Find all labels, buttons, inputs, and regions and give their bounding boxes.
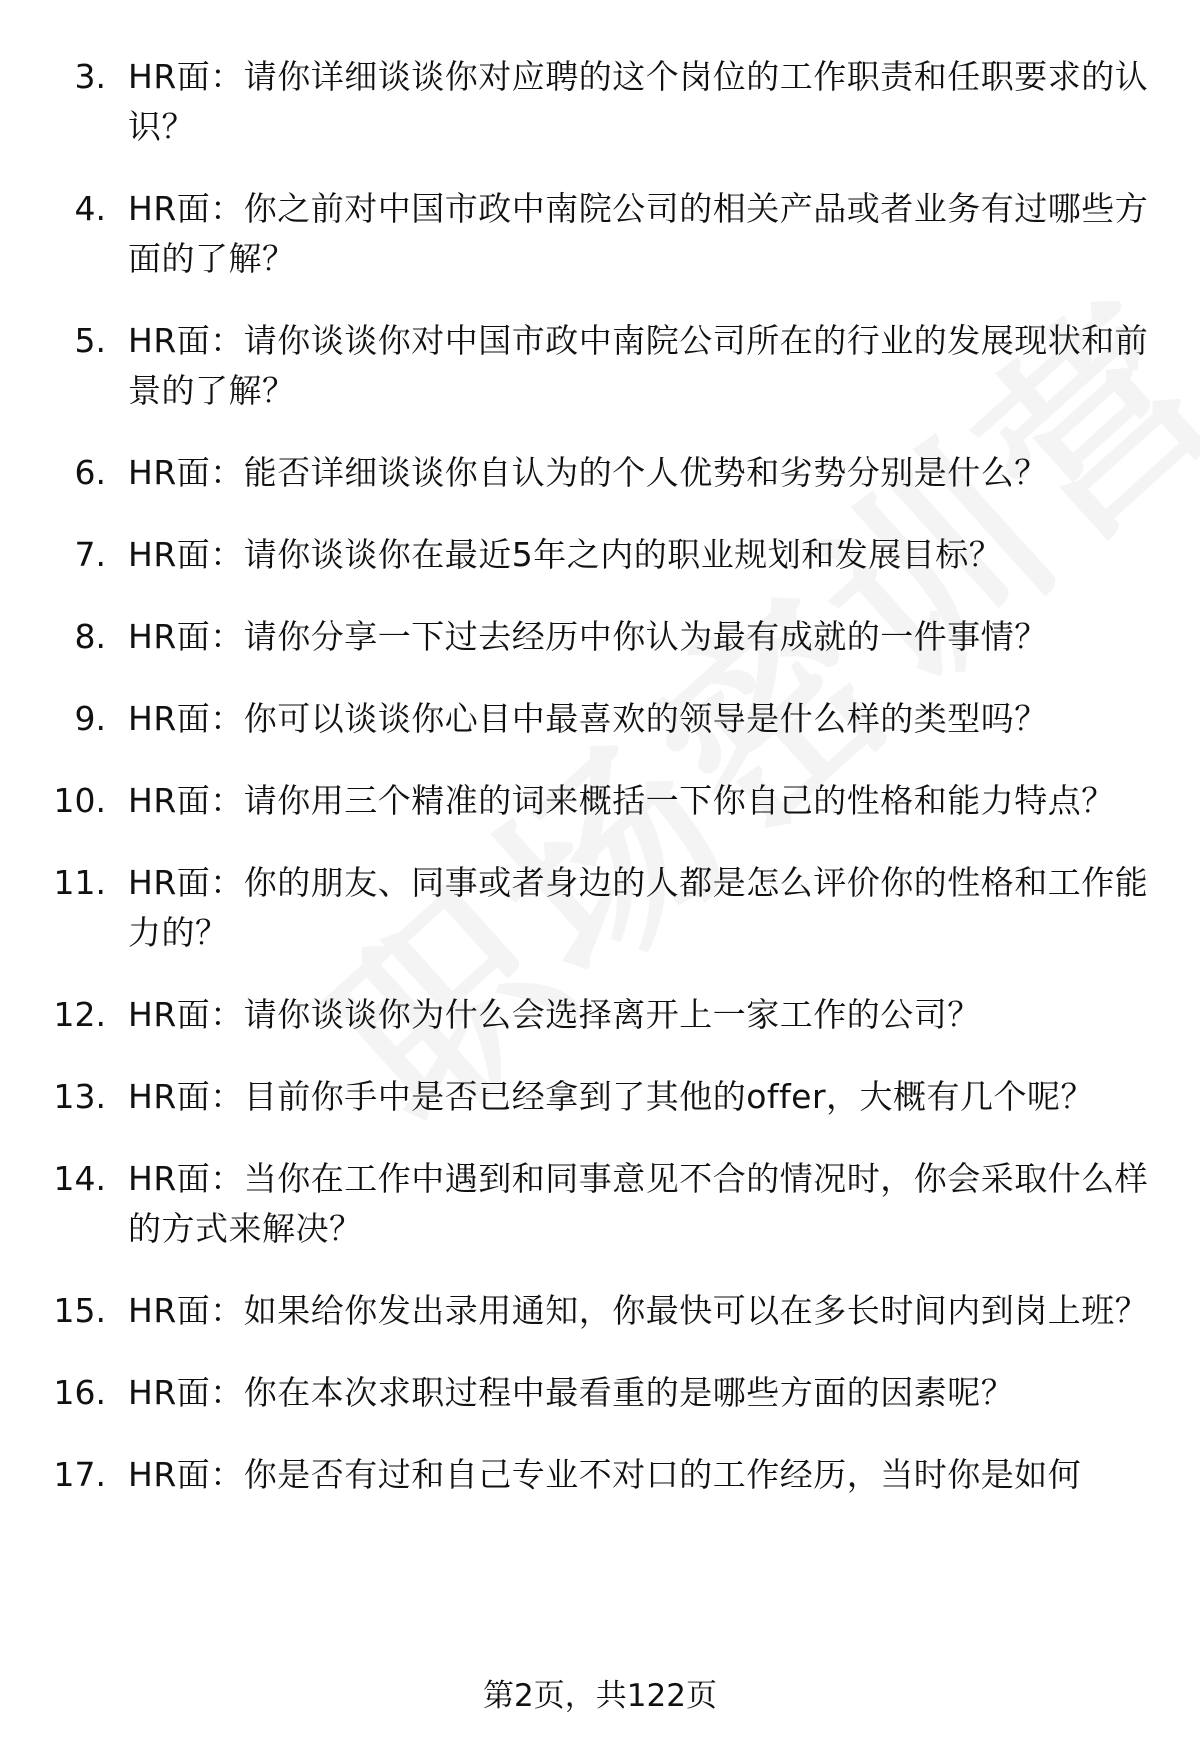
question-text: HR面：请你用三个精准的词来概括一下你自己的性格和能力特点？ xyxy=(128,781,1115,820)
question-text: HR面：你的朋友、同事或者身边的人都是怎么评价你的性格和工作能力的？ xyxy=(128,863,1149,952)
question-item xyxy=(0,858,1200,958)
question-number: 9. xyxy=(74,699,106,738)
question-number: 3. xyxy=(74,57,106,96)
question-text: HR面：如果给你发出录用通知，你最快可以在多长时间内到岗上班？ xyxy=(128,1291,1149,1330)
question-number: 12. xyxy=(53,995,106,1034)
question-item xyxy=(0,776,1200,826)
page-footer: 第2页，共122页 xyxy=(483,1678,717,1714)
question-text: HR面：你之前对中国市政中南院公司的相关产品或者业务有过哪些方面的了解？ xyxy=(128,189,1149,278)
question-text: HR面：目前你手中是否已经拿到了其他的offer，大概有几个呢？ xyxy=(128,1077,1095,1116)
question-item xyxy=(0,52,1200,152)
question-number: 11. xyxy=(53,863,106,902)
question-text: HR面：你在本次求职过程中最看重的是哪些方面的因素呢？ xyxy=(128,1373,1015,1412)
question-number: 15. xyxy=(53,1291,106,1330)
question-text: HR面：能否详细谈谈你自认为的个人优势和劣势分别是什么？ xyxy=(128,453,1048,492)
question-item xyxy=(0,990,1200,1040)
question-number: 14. xyxy=(53,1159,106,1198)
question-item xyxy=(0,694,1200,744)
question-item xyxy=(0,1154,1200,1254)
question-item xyxy=(0,1072,1200,1122)
question-text: HR面：请你谈谈你在最近5年之内的职业规划和发展目标？ xyxy=(128,535,1003,574)
question-item xyxy=(0,1450,1200,1500)
question-number: 10. xyxy=(53,781,106,820)
question-item xyxy=(0,1368,1200,1418)
question-item xyxy=(0,448,1200,498)
question-item xyxy=(0,530,1200,580)
question-item xyxy=(0,1286,1200,1336)
question-list xyxy=(0,52,1200,1532)
question-text: HR面：请你谈谈你对中国市政中南院公司所在的行业的发展现状和前景的了解？ xyxy=(128,321,1149,410)
question-text: HR面：请你分享一下过去经历中你认为最有成就的一件事情？ xyxy=(128,617,1048,656)
question-number: 4. xyxy=(74,189,106,228)
question-item xyxy=(0,612,1200,662)
question-text: HR面：请你谈谈你为什么会选择离开上一家工作的公司？ xyxy=(128,995,981,1034)
question-text: HR面：当你在工作中遇到和同事意见不合的情况时，你会采取什么样的方式来解决？ xyxy=(128,1159,1149,1248)
question-number: 5. xyxy=(74,321,106,360)
question-text: HR面：你是否有过和自己专业不对口的工作经历，当时你是如何 xyxy=(128,1455,1082,1494)
question-number: 13. xyxy=(53,1077,106,1116)
question-number: 7. xyxy=(74,535,106,574)
question-text: HR面：请你详细谈谈你对应聘的这个岗位的工作职责和任职要求的认识？ xyxy=(128,57,1149,146)
question-number: 17. xyxy=(53,1455,106,1494)
question-number: 8. xyxy=(74,617,106,656)
question-number: 6. xyxy=(74,453,106,492)
question-item xyxy=(0,316,1200,416)
question-number: 16. xyxy=(53,1373,106,1412)
question-item xyxy=(0,184,1200,284)
question-text: HR面：你可以谈谈你心目中最喜欢的领导是什么样的类型吗？ xyxy=(128,699,1048,738)
